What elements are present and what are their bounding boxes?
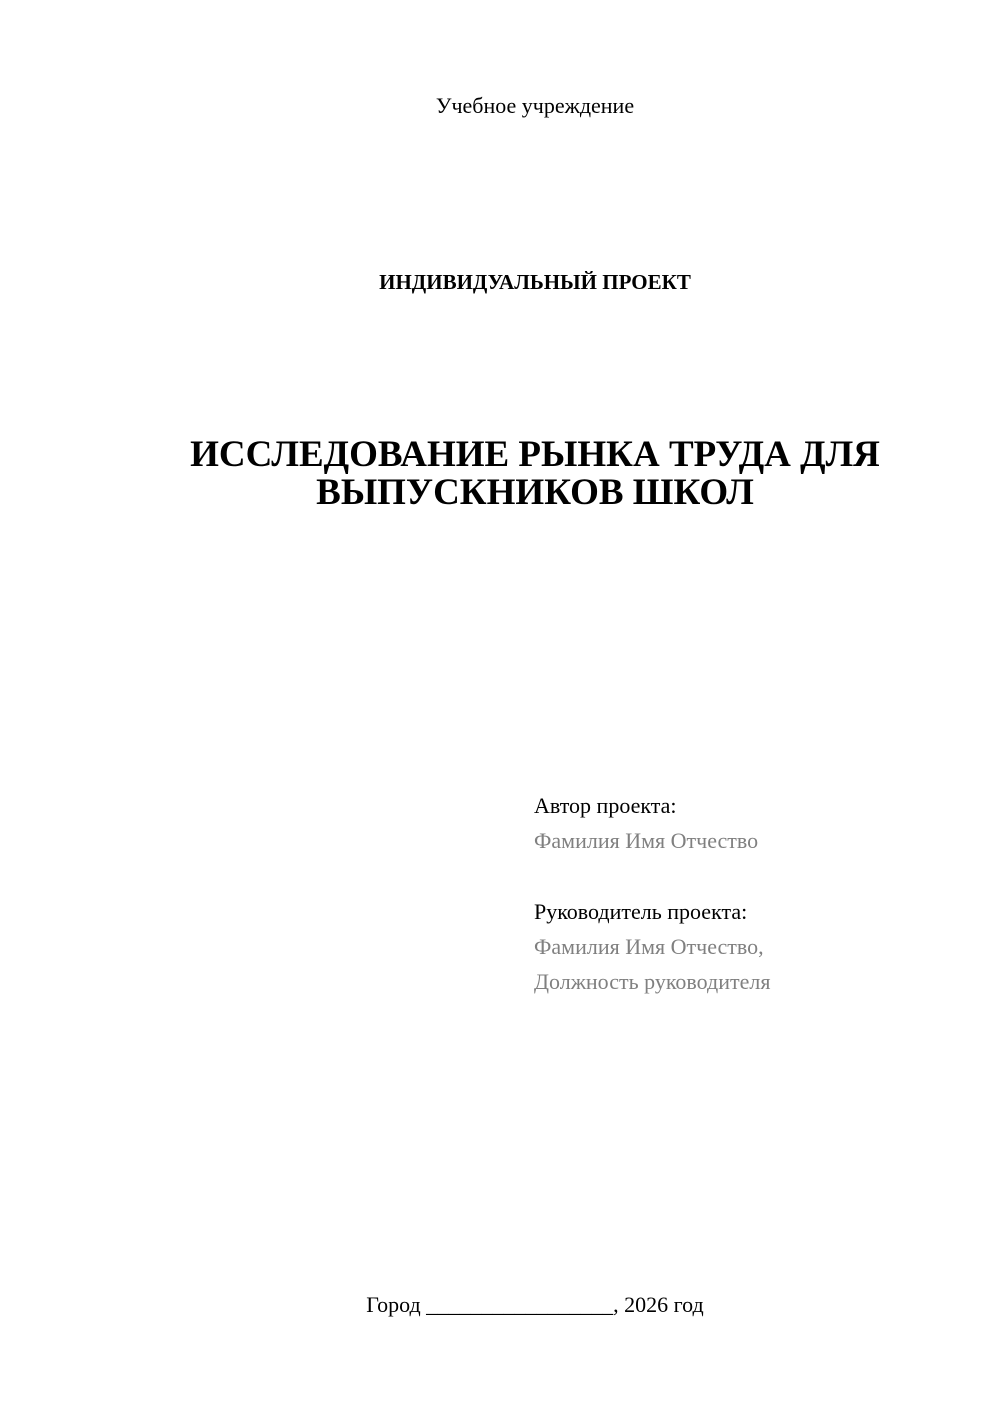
author-name: Фамилия Имя Отчество: [534, 828, 759, 853]
credits-spacer: [534, 858, 964, 894]
credits-block: [534, 788, 964, 999]
supervisor-position: Должность руководителя: [534, 969, 771, 994]
project-title-line-2: ВЫПУСКНИКОВ ШКОЛ: [316, 472, 754, 513]
project-title-line-1: ИССЛЕДОВАНИЕ РЫНКА ТРУДА ДЛЯ: [190, 434, 880, 475]
document-type: ИНДИВИДУАЛЬНЫЙ ПРОЕКТ: [379, 270, 691, 294]
supervisor-name: Фамилия Имя Отчество,: [534, 934, 764, 959]
author-label: Автор проекта:: [534, 793, 677, 818]
city-year-line: Город _________________, 2026 год: [366, 1292, 704, 1317]
supervisor-label: Руководитель проекта:: [534, 899, 748, 924]
project-title: [0, 436, 1000, 512]
institution-name: Учебное учреждение: [435, 93, 635, 118]
